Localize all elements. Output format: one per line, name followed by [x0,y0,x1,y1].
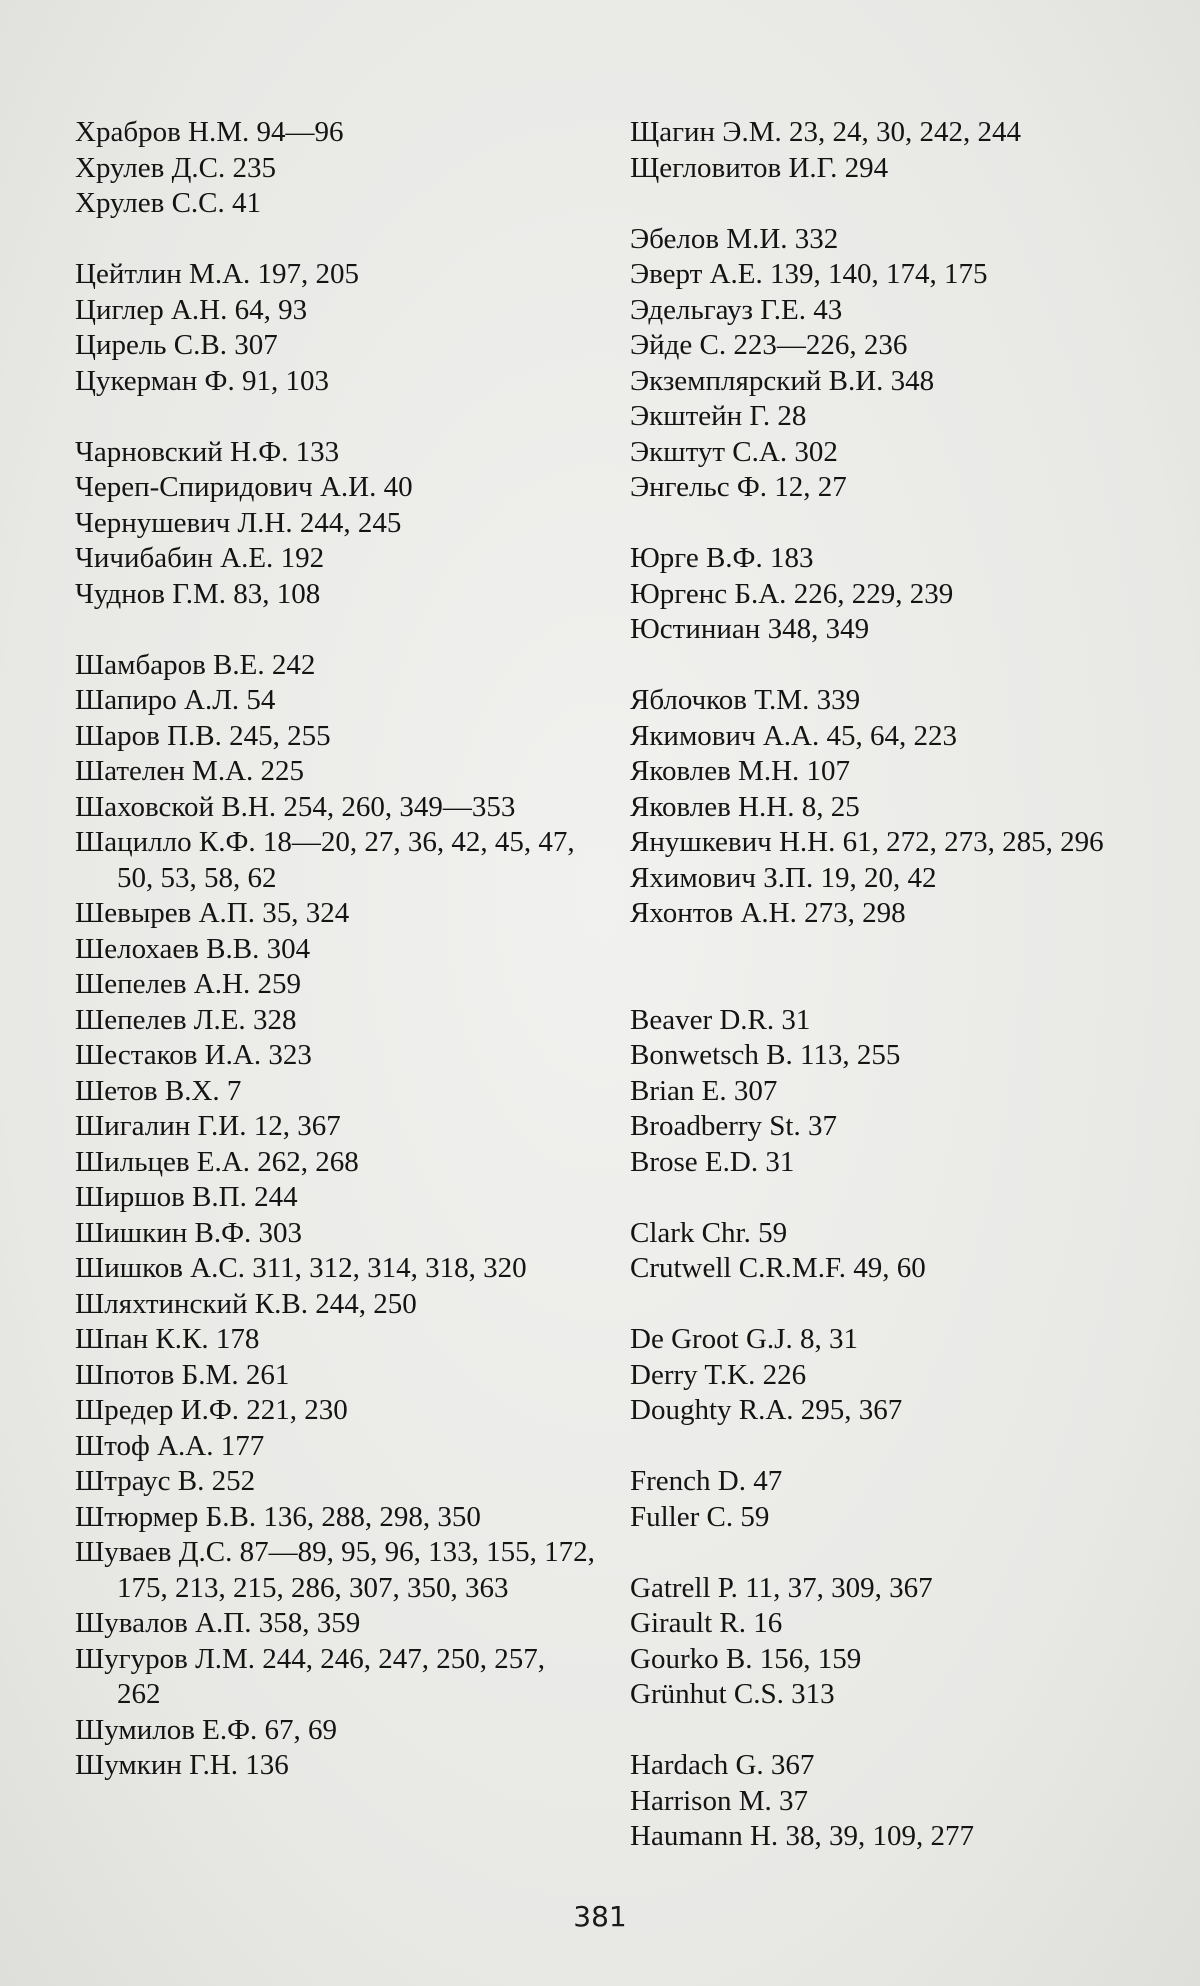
index-entry-name: Hardach G. [630,1749,764,1781]
index-entry-pages: 245, 255 [229,719,331,752]
index-entry-name: Шумилов Е.Ф. [75,1713,258,1746]
index-entry-name: Экземплярский В.И. [630,364,884,397]
index-entry [630,1358,1150,1394]
index-entry-name: Юргенс Б.А. [630,577,787,610]
index-entry-name: Brose E.D. [630,1145,759,1178]
index-entry-pages: 358, 359 [258,1607,361,1639]
index-letter-group [630,541,1150,648]
index-entry-pages: 323 [268,1039,312,1071]
index-entry-pages: 64, 93 [234,293,308,326]
index-entry [75,1109,595,1145]
index-letter-group [75,115,595,222]
index-entry-pages: 244, 250 [315,1287,417,1320]
index-entry [630,1003,1150,1039]
index-entry-name: French D. [630,1465,746,1497]
index-entry-name: Эверт А.Е. [630,258,763,290]
index-entry [75,257,595,293]
index-entry [630,1464,1150,1500]
index-letter-group [75,435,595,613]
index-entry [75,1287,595,1323]
index-entry-pages: 49, 60 [853,1252,926,1284]
index-entry-pages: 94—96 [256,116,344,148]
index-entry-pages: 41 [232,187,262,219]
index-entry-pages: 113, 255 [799,1039,901,1071]
index-entry-pages: 244 [254,1181,298,1213]
index-entry-name: Шпан К.К. [75,1323,209,1355]
index-entry-pages: 59 [758,1216,788,1249]
index-entry [630,1606,1150,1642]
index-entry [630,861,1150,897]
index-entry-name: Bonwetsch B. [630,1039,793,1071]
index-entry-pages: 139, 140, 174, 175 [770,258,988,290]
index-entry [630,222,1150,258]
index-entry [630,1216,1150,1252]
index-entry-pages: 348 [890,364,935,397]
index-letter-group [630,1322,1150,1429]
index-entry-name: Экштейн Г. [630,400,771,432]
index-entry-name: Fuller C. [630,1500,734,1533]
index-entry [630,1393,1150,1429]
index-entry-name: Яковлев М.Н. [630,755,800,787]
index-entry [75,541,595,577]
index-entry-pages: 339 [816,684,861,716]
index-entry [630,435,1150,471]
index-entry-pages: 221, 230 [246,1394,348,1426]
index-entry-name: Шелохаев В.В. [75,932,260,965]
index-entry [75,364,595,400]
index-entry-pages: 244, 245 [299,506,402,539]
index-entry-pages: 367 [770,1749,815,1781]
index-entry-pages: 54 [246,684,276,716]
index-entry-name: De Groot G.J. [630,1323,793,1355]
index-entry-name: Girault R. [630,1607,746,1639]
index-entry-name: Derry T.K. [630,1358,756,1391]
index-entry-name: Crutwell C.R.M.F. [630,1252,847,1284]
index-entry-name: Яблочков Т.М. [630,684,810,716]
index-entry-name: Эдельгауз Г.Е. [630,293,806,326]
index-entry-pages: 178 [215,1323,260,1355]
index-entry [75,1145,595,1181]
index-entry-name: Шепелев А.Н. [75,968,251,1000]
index-entry-name: Шляхтинский К.В. [75,1287,308,1320]
index-entry-name: Штраус В. [75,1465,205,1497]
index-entry [75,435,595,471]
index-entry [630,896,1150,932]
index-entry-pages: 37 [779,1784,809,1817]
index-entry [630,1145,1150,1181]
index-entry [630,293,1150,329]
index-entry-name: Harrison M. [630,1784,772,1817]
index-entry-name: Шувалов А.П. [75,1607,252,1639]
index-entry-name: Шишкин В.Ф. [75,1216,252,1249]
index-entry-name: Цейтлин М.А. [75,258,251,290]
index-entry-name: Шильцев Е.А. [75,1145,250,1178]
index-entry-name: Шишков А.С. [75,1252,245,1284]
index-entry-name: Clark Chr. [630,1216,751,1249]
index-entry-name: Шамбаров В.Е. [75,648,265,681]
index-entry [75,1713,595,1749]
index-entry [630,577,1150,613]
index-entry [630,1819,1150,1855]
index-letter-group [630,1571,1150,1713]
index-entry-pages: 244, 246, 247, 250, 257, 262 [117,1642,546,1710]
index-entry-name: Шаховской В.Н. [75,790,277,823]
index-entry-pages: 156, 159 [759,1642,862,1675]
index-entry-name: Храбров Н.М. [75,116,250,148]
page-number: 381 [573,1900,627,1933]
index-entry-pages: 307 [234,329,278,361]
index-entry-name: Эйде С. [630,329,727,361]
index-entry [75,1535,595,1606]
index-entry-pages: 31 [765,1145,795,1178]
index-entry [75,1358,595,1394]
index-entry [630,115,1150,151]
index-entry [630,1322,1150,1358]
index-entry-name: Ширшов В.П. [75,1181,247,1213]
index-entry-name: Шетов В.Х. [75,1074,220,1107]
index-entry-pages: 332 [794,222,839,255]
index-entry-pages: 11, 37, 309, 367 [745,1571,933,1604]
index-entry-pages: 304 [266,932,311,965]
index-entry-name: Шпотов Б.М. [75,1358,239,1391]
index-entry-pages: 259 [257,968,301,1000]
index-entry [75,577,595,613]
index-entry-pages: 45, 64, 223 [826,719,957,752]
index-entry-pages: 225 [260,755,305,787]
index-entry [75,1606,595,1642]
index-letter-group [630,222,1150,506]
index-entry-pages: 242 [271,648,316,681]
index-entry-name: Цукерман Ф. [75,364,235,397]
index-entry-name: Шаров П.В. [75,719,222,752]
index-entry-name: Шепелев Л.Е. [75,1003,246,1036]
index-entry-pages: 133 [295,435,340,468]
index-entry-name: Цирель С.В. [75,329,227,361]
index-entry [75,293,595,329]
index-entry-name: Шредер И.Ф. [75,1394,239,1426]
index-entry-pages: 303 [258,1216,302,1249]
index-entry [630,470,1150,506]
index-letter-group [630,1748,1150,1855]
index-entry-pages: 295, 367 [800,1394,903,1426]
index-column-right [630,115,1150,1890]
index-entry-name: Хрулев Д.С. [75,151,226,184]
index-entry [630,683,1150,719]
index-entry-name: Шуваев Д.С. [75,1536,233,1568]
index-entry [75,719,595,755]
index-entry [630,1038,1150,1074]
index-entry [630,1784,1150,1820]
index-entry-pages: 61, 272, 273, 285, 296 [842,826,1104,858]
index-entry-name: Экштут С.А. [630,435,788,468]
index-entry-name: Яхимович З.П. [630,861,814,894]
index-entry [630,151,1150,187]
index-entry [75,1074,595,1110]
index-entry [630,1677,1150,1713]
index-entry [630,1251,1150,1287]
index-entry [75,328,595,364]
index-entry-pages: 348, 349 [767,613,870,645]
index-entry-pages: 328 [252,1003,297,1036]
index-entry-pages: 19, 20, 42 [820,861,937,894]
index-entry [630,328,1150,364]
index-entry-pages: 254, 260, 349—353 [283,790,516,823]
index-letter-group [630,1003,1150,1181]
index-entry-pages: 8, 31 [799,1323,858,1355]
index-entry-pages: 91, 103 [241,364,329,397]
index-entry-name: Beaver D.R. [630,1003,775,1036]
index-entry-pages: 307 [733,1074,778,1107]
index-entry-pages: 12, 27 [774,471,847,503]
index-entry-name: Чуднов Г.М. [75,577,227,610]
index-entry-name: Чернушевич Л.Н. [75,506,293,539]
index-entry [75,825,595,896]
index-entry [630,719,1150,755]
index-entry-pages: 35, 324 [262,897,350,929]
index-entry-name: Янушкевич Н.Н. [630,826,836,858]
index-entry-name: Шапиро А.Л. [75,684,240,716]
index-entry [75,967,595,1003]
index-entry [75,1322,595,1358]
index-entry-name: Шацилло К.Ф. [75,826,256,858]
index-entry [75,932,595,968]
index-entry-name: Штоф А.А. [75,1429,214,1462]
index-entry [75,1464,595,1500]
index-entry [630,825,1150,861]
index-entry [75,1500,595,1536]
index-entry-pages: 136, 288, 298, 350 [263,1500,481,1533]
index-column-left [75,115,595,1819]
index-entry [75,1393,595,1429]
index-entry-name: Doughty R.A. [630,1394,794,1426]
index-entry [75,1038,595,1074]
index-entry-name: Шумкин Г.Н. [75,1749,239,1781]
index-entry [75,896,595,932]
index-entry [630,1571,1150,1607]
index-entry-name: Хрулев С.С. [75,187,225,219]
index-entry-pages: 18—20, 27, 36, 42, 45, 47, 50, 53, 58, 62 [117,826,575,894]
index-entry-pages: 59 [740,1500,770,1533]
index-entry [630,1500,1150,1536]
index-entry-pages: 311, 312, 314, 318, 320 [252,1252,527,1284]
index-entry-pages: 31 [781,1003,811,1036]
index-entry-pages: 226, 229, 239 [793,577,954,610]
index-entry [75,1748,595,1784]
index-entry-pages: 302 [794,435,838,468]
index-entry-name: Циглер А.Н. [75,293,228,326]
index-entry [630,399,1150,435]
index-entry [75,754,595,790]
index-letter-group [630,1216,1150,1287]
index-entry-name: Яхонтов А.Н. [630,897,797,929]
index-entry-name: Череп-Спиридович А.И. [75,471,377,503]
index-entry-pages: 107 [806,755,851,787]
index-entry [630,790,1150,826]
index-entry [630,612,1150,648]
index-entry [75,151,595,187]
index-entry [630,1748,1150,1784]
index-entry-name: Чичибабин А.Е. [75,542,274,574]
index-entry-pages: 38, 39, 109, 277 [785,1820,974,1852]
index-letter-group [630,683,1150,932]
index-entry [75,1429,595,1465]
index-entry-pages: 192 [280,542,325,574]
index-entry [630,1642,1150,1678]
index-entry-pages: 226 [762,1358,807,1391]
index-entry-pages: 47 [753,1465,783,1497]
index-entry-pages: 313 [791,1678,835,1710]
index-entry-pages: 37 [808,1110,837,1142]
index-entry-pages: 136 [245,1749,289,1781]
index-entry [630,257,1150,293]
index-letter-group [630,115,1150,186]
index-entry-name: Яковлев Н.Н. [630,790,795,823]
index-entry-name: Энгельс Ф. [630,471,768,503]
index-entry [630,541,1150,577]
index-entry-pages: 252 [211,1465,256,1497]
index-entry-name: Чарновский Н.Ф. [75,435,289,468]
index-entry-pages: 273, 298 [804,897,906,929]
index-entry-pages: 83, 108 [233,577,321,610]
index-entry [75,1251,595,1287]
index-entry-pages: 223—226, 236 [733,329,908,361]
index-entry [75,470,595,506]
index-entry-pages: 7 [226,1074,242,1107]
index-entry-name: Шевырев А.П. [75,897,256,929]
index-entry [630,1074,1150,1110]
index-entry-pages: 197, 205 [257,258,360,290]
index-letter-group [75,257,595,399]
index-entry [630,754,1150,790]
index-entry [630,1109,1150,1145]
index-entry-name: Broadberry St. [630,1110,801,1142]
index-entry-pages: 12, 367 [253,1110,341,1142]
index-entry-pages: 262, 268 [257,1145,359,1178]
index-entry-name: Юстиниан [630,613,761,645]
index-entry [75,683,595,719]
index-entry-pages: 8, 25 [801,790,860,823]
index-entry-name: Шигалин Г.И. [75,1110,247,1142]
index-entry-name: Brian E. [630,1074,727,1107]
index-entry [75,648,595,684]
index-entry-pages: 183 [769,542,814,574]
index-letter-group [75,648,595,1784]
index-entry [75,186,595,222]
index-entry [630,364,1150,400]
index-entry [75,1216,595,1252]
index-entry-pages: 235 [232,151,276,184]
index-entry [75,1642,595,1713]
index-entry [75,1180,595,1216]
index-entry-name: Шугуров Л.М. [75,1642,256,1675]
index-entry-name: Haumann H. [630,1820,779,1852]
index-entry-name: Grünhut C.S. [630,1678,784,1710]
index-entry-pages: 261 [245,1358,290,1391]
index-entry-pages: 43 [813,293,843,326]
index-entry-name: Шестаков И.А. [75,1039,262,1071]
index-entry-pages: 23, 24, 30, 242, 244 [789,116,1021,148]
index-entry-name: Щагин Э.М. [630,116,782,148]
index-entry [75,115,595,151]
index-entry-name: Щегловитов И.Г. [630,151,838,184]
index-entry-name: Эбелов М.И. [630,222,788,255]
index-entry-pages: 67, 69 [264,1713,338,1746]
index-entry [75,1003,595,1039]
index-entry-pages: 40 [383,471,413,503]
index-entry-name: Юрге В.Ф. [630,542,763,574]
index-entry-pages: 177 [220,1429,265,1462]
index-entry-pages: 28 [777,400,807,432]
index-entry-pages: 294 [844,151,889,184]
index-entry-name: Gourko B. [630,1642,753,1675]
index-entry-name: Штюрмер Б.В. [75,1500,257,1533]
index-entry [75,506,595,542]
index-entry-pages: 87—89, 95, 96, 133, 155, 172, 175, 213, 215, 286, 307, 350, 363 [117,1536,595,1604]
index-entry-name: Шателен М.А. [75,755,254,787]
index-entry [75,790,595,826]
index-entry-name: Gatrell P. [630,1571,738,1604]
index-entry-name: Якимович А.А. [630,719,820,752]
index-letter-group [630,1464,1150,1535]
index-entry-pages: 16 [753,1607,783,1639]
